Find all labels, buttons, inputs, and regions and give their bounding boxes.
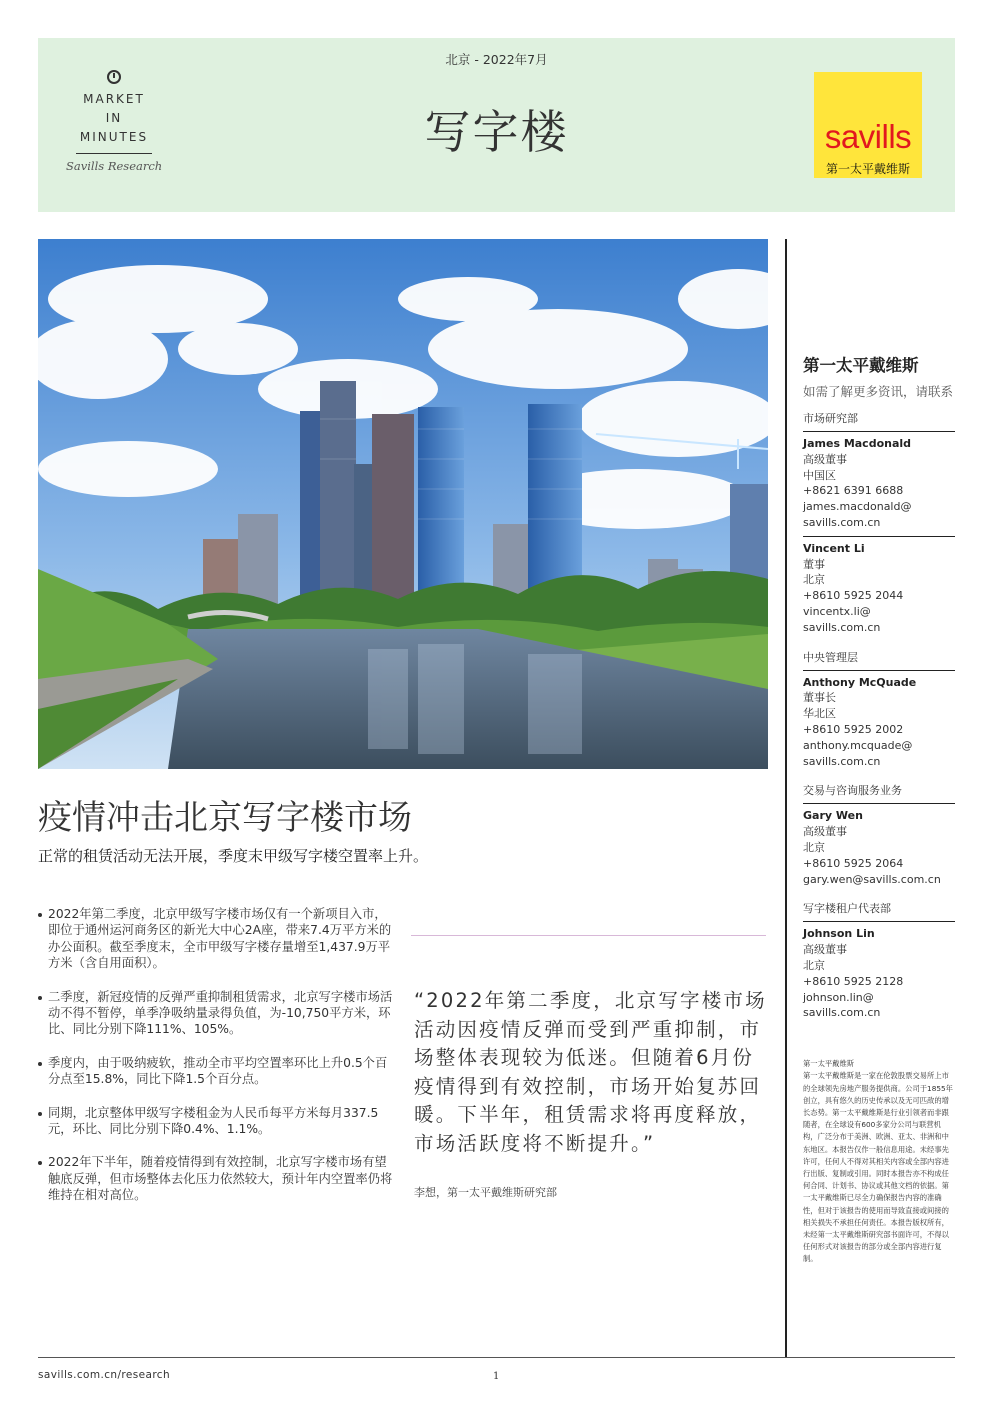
contact-email[interactable]: anthony.mcquade@ [803, 738, 913, 752]
contact-email-domain[interactable]: savills.com.cn [803, 1006, 881, 1020]
savills-logo [814, 72, 922, 178]
contact-region: 北京 [803, 840, 825, 854]
list-item: 季度内，由于吸纳疲软，推动全市平均空置率环比上升0.5个百分点至15.8%，同比下降1.5个百分点。 [38, 1055, 393, 1088]
contact-email-domain[interactable]: savills.com.cn [803, 754, 881, 768]
logo-wordmark: savills [824, 118, 912, 155]
header-banner [38, 38, 955, 212]
disclaimer-text: 第一太平戴维斯是一家在伦敦股票交易所上市的全球领先房地产服务提供商。公司于1855年创立，具有悠久的历史传承以及无可匹敌的增长态势。第一太平戴维斯是行业引领者而非跟随者，在全球设有600多家分公司与联营机构，广泛分布于美洲、欧洲、亚太、非洲和中东地区。本报告仅作一般信息用途。未经事先许可，任何人不得对其相关内容或全部内容进行出版、复制或引用。同时本报告亦不构成任何合同、计划书、协议或其他文档的依据。第一太平戴维斯已尽全力确保报告内容的准确性，但对于该报告的使用而导致直接或间接的相关损失不承担任何责任。本报告版权所有，未经第一太平戴维斯研究部书面许可，不得以任何形式对该报告的部分或全部内容进行复制。 [803, 1071, 953, 1264]
contact-name: Johnson Lin [803, 927, 875, 941]
contact-email-domain[interactable]: savills.com.cn [803, 620, 881, 634]
brand-line: MARKET [83, 92, 145, 106]
list-item: 2022年第二季度，北京甲级写字楼市场仅有一个新项目入市，即位于通州运河商务区的新光大中心2A座，带来7.4万平方米的办公面积。截至季度末，全市甲级写字楼存量增至1,437.9万平方米（含自用面积）。 [38, 906, 393, 972]
contact-region: 中国区 [803, 468, 836, 482]
quote-divider [411, 935, 766, 936]
contact-card [803, 804, 955, 890]
contact-card [803, 922, 955, 1024]
disclaimer [803, 1058, 955, 1265]
contact-region: 华北区 [803, 707, 836, 721]
contact-title: 高级董事 [803, 452, 847, 466]
list-item: 2022年下半年，随着疫情得到有效控制，北京写字楼市场有望触底反弹，但市场整体去化压力依然较大，预计年内空置率仍将维持在相对高位。 [38, 1154, 393, 1203]
contact-email[interactable]: johnson.lin@ [803, 990, 874, 1004]
contact-title: 高级董事 [803, 943, 847, 957]
key-points-list [38, 906, 393, 1221]
contact-name: James Macdonald [803, 437, 912, 450]
document-title: 写字楼 [424, 105, 569, 159]
contact-title: 高级董事 [803, 825, 847, 839]
department-heading: 交易与咨询服务业务 [803, 782, 955, 804]
pull-quote: “2022年第二季度，北京写字楼市场活动因疫情反弹而受到严重抑制，市场整体表现较为低迷。但随着6月份疫情得到有效控制，市场开始复苏回暖。下半年，租赁需求将再度释放，市场活跃度将不断提升。” [414, 989, 767, 1155]
logo-chinese-name: 第一太平戴维斯 [825, 162, 910, 176]
dateline: 北京 - 2022年7月 [445, 52, 548, 67]
clock-icon [107, 70, 121, 84]
list-item: 同期，北京整体甲级写字楼租金为人民币每平方米每月337.5元，环比、同比分别下降0.4%、1.1%。 [38, 1105, 393, 1138]
contact-title: 董事 [803, 557, 825, 571]
contact-phone: +8610 5925 2044 [803, 589, 904, 603]
contact-region: 北京 [803, 958, 825, 972]
contacts-sidebar [803, 352, 955, 1266]
contact-region: 北京 [803, 573, 825, 587]
brand-subtitle: Savills Research [66, 159, 163, 173]
brand-line: IN [105, 111, 123, 125]
department-heading: 写字楼租户代表部 [803, 900, 955, 922]
contact-card [803, 432, 955, 537]
contact-name: Anthony McQuade [803, 675, 917, 689]
contact-phone: +8610 5925 2002 [803, 722, 904, 736]
contact-phone: +8610 5925 2128 [803, 974, 904, 988]
contact-phone: +8610 5925 2064 [803, 856, 904, 870]
sidebar-intro: 如需了解更多资讯，请联系 [803, 384, 954, 399]
footer-url[interactable]: savills.com.cn/research [38, 1369, 171, 1381]
contact-email-domain[interactable]: savills.com.cn [803, 515, 881, 529]
contact-phone: +8621 6391 6688 [803, 484, 904, 498]
contact-card [803, 537, 955, 639]
contact-card [803, 671, 955, 773]
footer-divider [38, 1357, 955, 1358]
contact-name: Gary Wen [803, 809, 863, 823]
cover-photo [38, 239, 768, 769]
disclaimer-title: 第一太平戴维斯 [803, 1059, 855, 1069]
sidebar-title: 第一太平戴维斯 [803, 356, 919, 375]
contact-title: 董事长 [803, 691, 836, 705]
department-heading: 市场研究部 [803, 410, 955, 432]
article-headline: 疫情冲击北京写字楼市场 [38, 798, 412, 838]
contact-email[interactable]: vincentx.li@ [803, 604, 871, 618]
article-subhead: 正常的租赁活动无法开展，季度末甲级写字楼空置率上升。 [38, 847, 429, 865]
brand-line: MINUTES [79, 130, 149, 144]
page-number: 1 [493, 1371, 500, 1382]
contact-email[interactable]: james.macdonald@ [803, 500, 912, 514]
department-heading: 中央管理层 [803, 649, 955, 671]
contact-email[interactable]: gary.wen@savills.com.cn [803, 872, 941, 886]
contact-name: Vincent Li [803, 541, 865, 555]
sidebar-divider [785, 239, 787, 1358]
quote-attribution: 李想，第一太平戴维斯研究部 [414, 1186, 557, 1199]
list-item: 二季度，新冠疫情的反弹严重抑制租赁需求，北京写字楼市场活动不得不暂停，单季净吸纳量录得负值，为-10,750平方米，环比、同比分别下降111%、105%。 [38, 989, 393, 1038]
